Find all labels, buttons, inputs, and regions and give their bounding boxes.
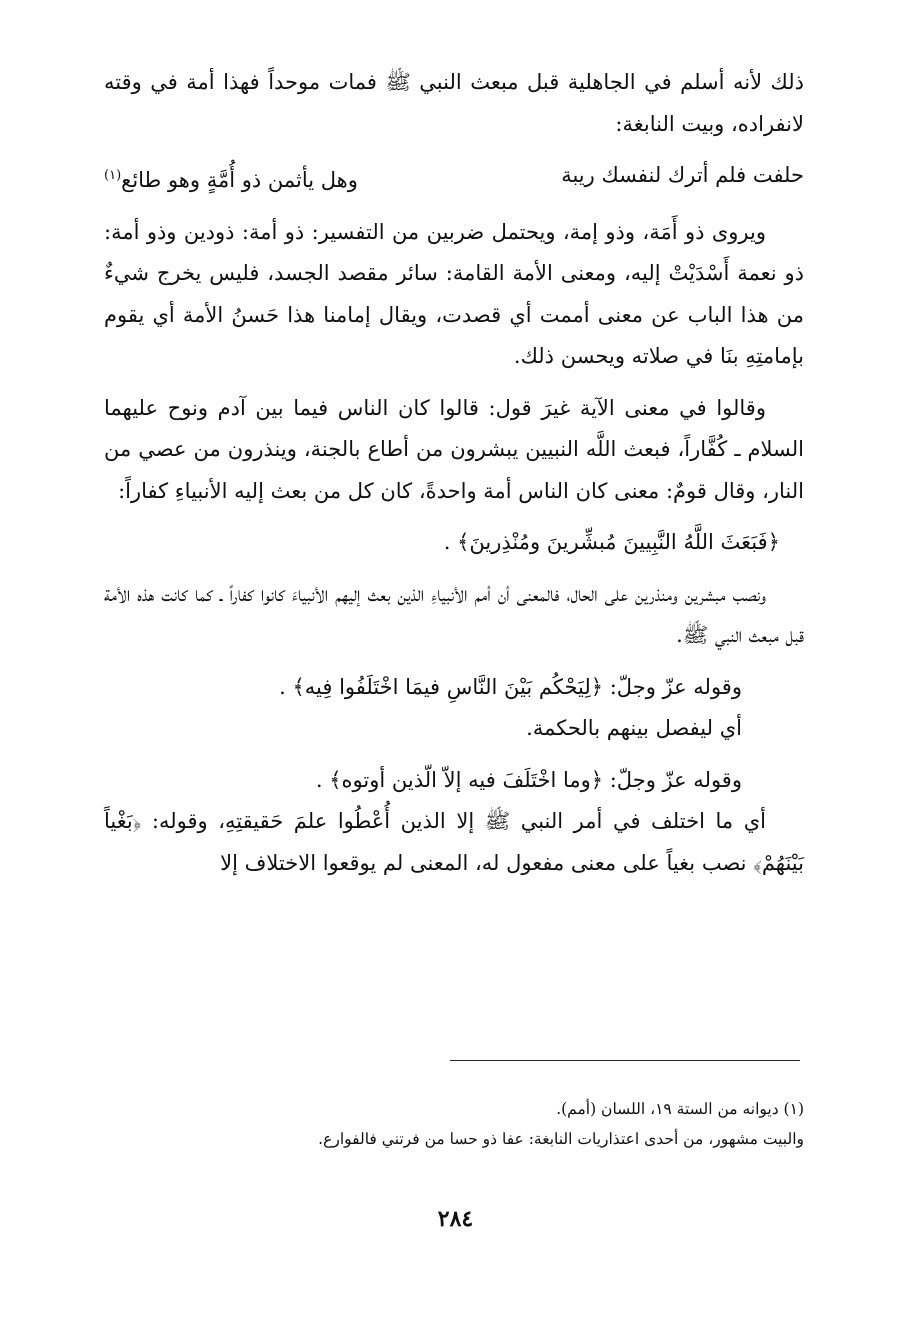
paragraph-5 xyxy=(104,667,804,750)
paragraph-5-line-1: وقوله عزّ وجلّ: ﴿لِيَحْكُم بَيْنَ النَّاسِ فيمَا اخْتَلَفُوا فِيه﴾ . xyxy=(279,674,742,699)
paragraph-7: أي ما اختلف في أمر النبي ﷺ إلا الذين أُعْطُوا علمَ حَقيقتِهِ، وقوله: ﴿بَغْياً بَيْنَهُمْ﴾ نصب بغياً على معنى مفعول له، المعنى لم يوقعوا الاختلاف إلا xyxy=(104,809,804,875)
paragraph-5-line-2: أي ليفصل بينهم بالحكمة. xyxy=(526,716,742,740)
paragraph-1: ذلك لأنه أسلم في الجاهلية قبل مبعث النبي ﷺ فمات موحداً فهذا أمة في وقته لانفراده، وبيت النابغة: xyxy=(104,70,804,136)
quran-quote-1: ﴿فَبَعَثَ اللَّهُ النَّبِيينَ مُبشِّرينَ ومُنْذِرينَ﴾ . xyxy=(443,530,780,554)
verse-second-text: وهل يأثمن ذو أُمَّةٍ وهو طائع xyxy=(121,168,358,192)
verse-first-hemistich xyxy=(561,155,804,202)
paragraph-3: وقالوا في معنى الآية غيرَ قول: قالوا كان الناس فيما بين آدم ونوح عليهما السلام ـ كُفَّاراً، فبعث اللَّه النبيين يبشرون من أطاع بالجنة، وينذرون من عصي من النار، وقال قومٌ: معنى كان الناس أمة واحدةً، كان كل من بعث إليه الأنبياءِ كفاراً: xyxy=(104,395,804,503)
paragraph-6: وقوله عزّ وجلّ: ﴿وما اخْتَلَفَ فيه إلاّ الّذين أوتوه﴾ . xyxy=(315,767,742,792)
footnotes xyxy=(104,1094,804,1154)
paragraph-4: ونصب مبشرين ومنذرين على الحال، فالمعنى أن أمم الأنبياءِ الذين بعث إليهم الأنبياءَ كانوا كفاراً ـ كما كانت هذه الأمة قبل مبعث النبي ﷺ. xyxy=(104,581,804,647)
page-number: ٢٨٤ xyxy=(437,1206,474,1232)
poetry-verse xyxy=(104,155,804,202)
footnote-divider xyxy=(450,1060,800,1061)
footnote-1: (١) ديوانه من الستة ١٩، اللسان (أمم). xyxy=(556,1100,804,1118)
verse-second-hemistich xyxy=(104,155,358,202)
verse-first-text: حلفت فلم أترك لنفسك ريبة xyxy=(561,163,804,187)
footnote-2: والبيت مشهور، من أحدى اعتذاريات النابغة: عفا ذو حسا من فرتني فالفوارع. xyxy=(318,1130,804,1148)
page-body xyxy=(104,62,804,894)
paragraph-2: ويروى ذو أَمَة، وذو إمة، ويحتمل ضربين من التفسير: ذو أمة: ذودين وذو أمة: ذو نعمة أَسْدَيْتْ إليه، ومعنى الأمة القامة: سائر مقصد الجسد، فليس يخرج شيءٌ من هذا الباب عن معنى أممت أي قصدت، ويقال إمامنا هذا حَسنُ الأمة أي يقوم بإمامتِهِ بنَا في صلاته ويحسن ذلك. xyxy=(104,219,804,368)
footnote-reference: (١) xyxy=(104,168,122,183)
